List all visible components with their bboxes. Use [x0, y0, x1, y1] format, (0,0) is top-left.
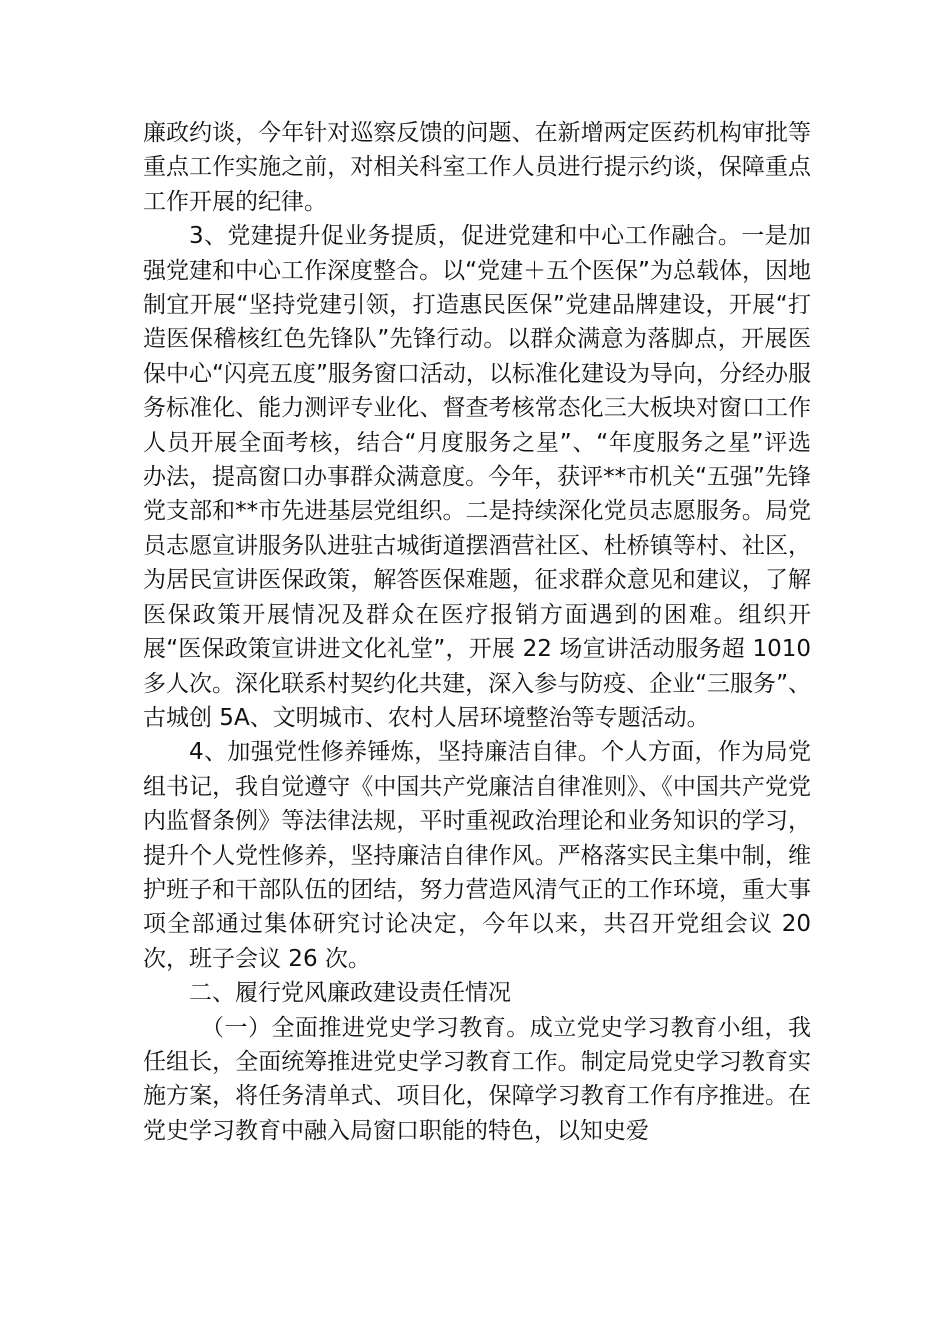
- paragraph-subsection-1: （一）全面推进党史学习教育。成立党史学习教育小组，我任组长，全面统筹推进党史学习教育工作。制定局党史学习教育实施方案，将任务清单式、项目化，保障学习教育工作有序推进。在党史学习教育中融入局窗口职能的特色，以知史爱: [143, 1014, 811, 1144]
- paragraph-continuation: 廉政约谈，今年针对巡察反馈的问题、在新增两定医药机构审批等重点工作实施之前，对相关科室工作人员进行提示约谈，保障重点工作开展的纪律。: [143, 120, 811, 215]
- section-heading: 二、履行党风廉政建设责任情况: [189, 980, 511, 1007]
- paragraph-item-4: 4、加强党性修养锤炼，坚持廉洁自律。个人方面，作为局党组书记，我自觉遵守《中国共产党廉洁自律准则》、《中国共产党党内监督条例》等法律法规，平时重视政治理论和业务知识的学习，提升个人党性修养，坚持廉洁自律作风。严格落实民主集中制，维护班子和干部队伍的团结，努力营造风清气正的工作环境，重大事项全部通过集体研究讨论决定，今年以来，共召开党组会议 20 次，班子会议 26 次。: [143, 739, 811, 972]
- document-body: [143, 116, 811, 1148]
- paragraph-item-3: 3、党建提升促业务提质，促进党建和中心工作融合。一是加强党建和中心工作深度整合。以“党建＋五个医保”为总载体，因地制宜开展“坚持党建引领，打造惠民医保”党建品牌建设，开展“打造医保稽核红色先锋队”先锋行动。以群众满意为落脚点，开展医保中心“闪亮五度”服务窗口活动，以标准化建设为导向，分经办服务标准化、能力测评专业化、督查考核常态化三大板块对窗口工作人员开展全面考核，结合“月度服务之星”、“年度服务之星”评选办法，提高窗口办事群众满意度。今年，获评**市机关“五强”先锋党支部和**市先进基层党组织。二是持续深化党员志愿服务。局党员志愿宣讲服务队进驻古城街道摆酒营社区、杜桥镇等村、社区，为居民宣讲医保政策，解答医保难题，征求群众意见和建议，了解医保政策开展情况及群众在医疗报销方面遇到的困难。组织开展“医保政策宣讲进文化礼堂”，开展 22 场宣讲活动服务超 1010 多人次。深化联系村契约化共建，深入参与防疫、企业“三服务”、古城创 5A、文明城市、农村人居环境整治等专题活动。: [143, 223, 811, 731]
